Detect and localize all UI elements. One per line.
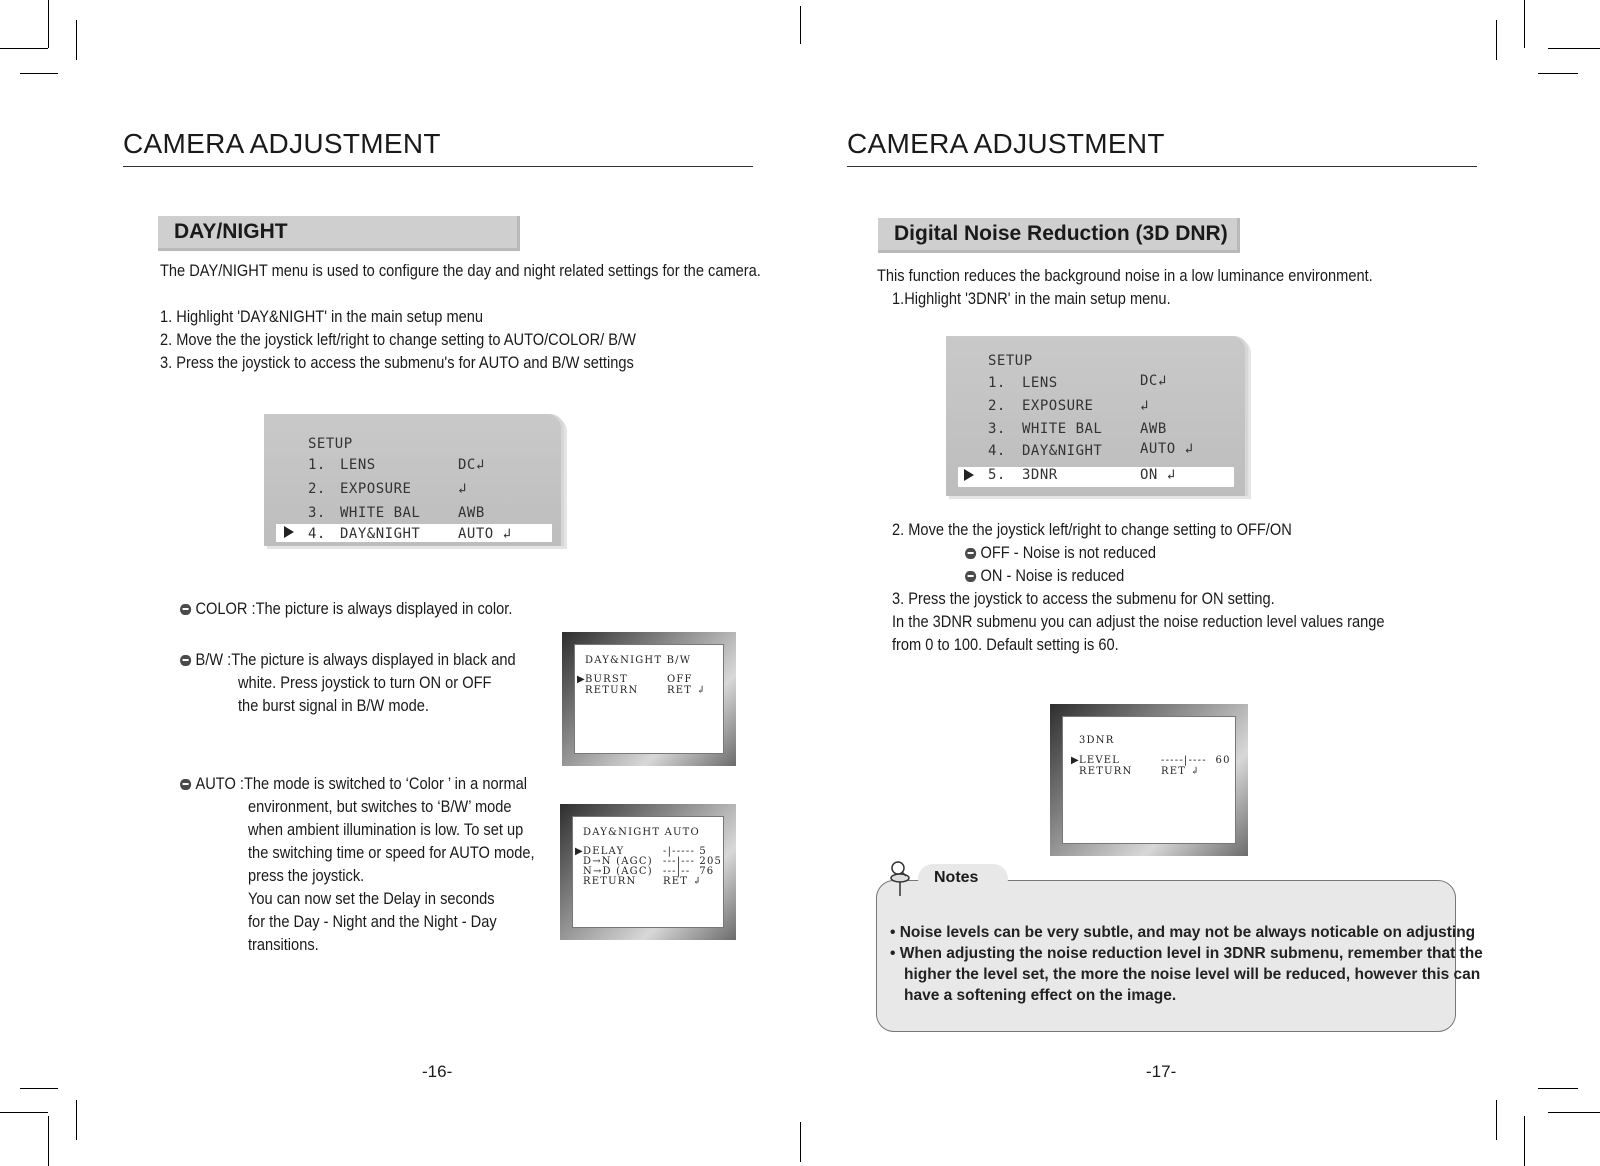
return-icon: ↲ (692, 876, 703, 887)
osd-row-value (458, 526, 512, 542)
return-icon: ↲ (475, 457, 485, 473)
section-title (158, 216, 520, 251)
intro-text: This function reduces the background noise in a low luminance environment. (877, 266, 1373, 285)
option-label: COLOR : (195, 599, 256, 618)
return-icon: ↲ (696, 685, 707, 696)
screen-row-label: RETURN (585, 685, 639, 696)
option-text: when ambient illumination is low. To set up (248, 820, 524, 839)
return-icon: ↲ (1190, 766, 1201, 777)
osd-row-num: 3. (308, 505, 326, 521)
bw-submenu-screen (562, 632, 736, 766)
notes-title: Notes (934, 869, 979, 886)
arrow-bullet-icon (180, 779, 191, 790)
section-title-text: Digital Noise Reduction (3D DNR) (894, 222, 1228, 245)
osd-row-label: DAY&NIGHT (340, 526, 421, 542)
setup-osd-menu (946, 336, 1248, 496)
screen-row-value: OFF (667, 674, 693, 685)
intro-text: The DAY/NIGHT menu is used to configure the day and night related settings for the camera. (160, 261, 761, 280)
off-option (965, 541, 1156, 564)
steps-continued (892, 587, 1385, 656)
screen-row-value: -|----- 5 (663, 846, 707, 857)
notes-list (890, 922, 1483, 1006)
option-text: press the joystick. (248, 866, 365, 885)
option-text: for the Day - Night and the Night - Day (248, 912, 497, 931)
option-label: B/W : (195, 650, 232, 669)
body-text: from 0 to 100. Default setting is 60. (892, 635, 1119, 654)
screen-title: DAY&NIGHT B/W (585, 655, 692, 666)
return-icon: ↲ (502, 526, 512, 542)
osd-row-num: 5. (988, 467, 1006, 483)
osd-row-value (1140, 398, 1149, 414)
option-text: OFF - Noise is not reduced (980, 543, 1156, 562)
osd-row-label: DAY&NIGHT (1022, 443, 1103, 459)
pushpin-icon (884, 858, 918, 898)
setup-osd-menu (264, 414, 564, 546)
osd-value-text: ON (1140, 467, 1158, 483)
option-text: The mode is switched to ‘Color ’ in a normal (243, 774, 528, 793)
osd-title: SETUP (988, 353, 1033, 369)
auto-submenu-screen (560, 804, 736, 940)
screen-row-label: N→D (AGC) (583, 866, 653, 877)
note-item: higher the level set, the more the noise level will be reduced, however this can (904, 966, 1481, 983)
return-icon: ↲ (1184, 441, 1194, 457)
step-item: 3. Press the joystick to access the submenu for ON setting. (892, 589, 1275, 608)
option-text: The picture is always displayed in color. (255, 599, 513, 618)
osd-row-label: EXPOSURE (1022, 398, 1094, 414)
pointer-triangle-icon (964, 469, 974, 485)
osd-value-text: DC (1140, 373, 1158, 389)
osd-title: SETUP (308, 436, 353, 452)
osd-row-num: 2. (988, 398, 1006, 414)
auto-description (248, 795, 535, 956)
bw-description (238, 671, 491, 717)
screen-row-value: ---|-- 76 (663, 866, 715, 877)
return-icon: ↲ (1166, 467, 1176, 483)
step-item: 2. Move the the joystick left/right to change setting to OFF/ON (892, 520, 1292, 539)
screen-row-label: LEVEL (1079, 755, 1121, 766)
osd-row-value: AWB (1140, 421, 1167, 437)
screen-title: 3DNR (1079, 735, 1115, 746)
option-text: The picture is always displayed in black and (231, 650, 516, 669)
pointer-triangle-icon: ▶ (577, 674, 586, 685)
option-text: the switching time or speed for AUTO mode, (248, 843, 535, 862)
osd-row-value (1140, 441, 1194, 457)
option-text: the burst signal in B/W mode. (238, 696, 429, 715)
pointer-triangle-icon: ▶ (575, 846, 584, 857)
screen-value-text: RET (663, 876, 689, 887)
steps-list (892, 518, 1292, 541)
pointer-triangle-icon (284, 526, 294, 542)
osd-row-label: LENS (340, 457, 376, 473)
arrow-bullet-icon (180, 655, 191, 666)
header-rule (123, 166, 753, 167)
screen-value-text: RET (1161, 766, 1187, 777)
osd-row-num: 4. (308, 526, 326, 542)
osd-row-num: 3. (988, 421, 1006, 437)
step-item: 3. Press the joystick to access the submenu's for AUTO and B/W settings (160, 353, 634, 372)
step-item: 1. Highlight 'DAY&NIGHT' in the main setup menu (160, 307, 484, 326)
option-label: AUTO : (195, 774, 244, 793)
screen-row-value: ---|--- 205 (663, 856, 723, 867)
option-text: white. Press joystick to turn ON or OFF (238, 673, 492, 692)
osd-row-label: WHITE BAL (1022, 421, 1103, 437)
osd-row-value (1140, 373, 1167, 389)
screen-row-value: -----|---- 60 (1161, 755, 1231, 766)
osd-row-num: 2. (308, 481, 326, 497)
arrow-bullet-icon (965, 548, 976, 559)
screen-row-value (1161, 766, 1200, 777)
section-title-text: DAY/NIGHT (174, 220, 288, 243)
step-item: 1.Highlight '3DNR' in the main setup menu. (892, 289, 1171, 308)
osd-row-value (458, 457, 485, 473)
color-description (180, 597, 512, 620)
osd-row-num: 4. (988, 443, 1006, 459)
body-text: In the 3DNR submenu you can adjust the noise reduction level values range (892, 612, 1385, 631)
screen-value-text: RET (667, 685, 693, 696)
auto-label-line (180, 772, 527, 795)
option-text: You can now set the Delay in seconds (248, 889, 495, 908)
steps-list (160, 305, 636, 374)
header-rule (847, 166, 1477, 167)
osd-row-num: 1. (308, 457, 326, 473)
screen-row-label: DELAY (583, 846, 625, 857)
screen-row-label: D→N (AGC) (583, 856, 653, 867)
option-text: ON - Noise is reduced (980, 566, 1125, 585)
osd-value-text: AUTO (458, 526, 494, 542)
dnr-submenu-screen (1050, 704, 1248, 856)
osd-row-label: EXPOSURE (340, 481, 412, 497)
osd-row-label: 3DNR (1022, 467, 1058, 483)
osd-row-num: 1. (988, 375, 1006, 391)
pointer-triangle-icon: ▶ (1071, 755, 1080, 766)
arrow-bullet-icon (180, 604, 191, 615)
screen-row-value (663, 876, 702, 887)
option-text: environment, but switches to ‘B/W’ mode (248, 797, 512, 816)
screen-row-label: RETURN (583, 876, 637, 887)
page-number: -17- (1146, 1062, 1177, 1081)
osd-row-value: AWB (458, 505, 485, 521)
page-number: -16- (422, 1062, 453, 1081)
return-icon: ↲ (1140, 398, 1149, 414)
osd-row-label: LENS (1022, 375, 1058, 391)
option-text: transitions. (248, 935, 319, 954)
page-header: CAMERA ADJUSTMENT (123, 128, 441, 159)
note-item: • Noise levels can be very subtle, and may not be always noticable on adjusting (890, 924, 1476, 941)
section-title (878, 218, 1240, 253)
screen-row-label: RETURN (1079, 766, 1133, 777)
screen-row-label: BURST (585, 674, 628, 685)
osd-row-value (1140, 467, 1176, 483)
bw-label-line (180, 648, 516, 671)
return-icon: ↲ (1157, 373, 1167, 389)
osd-row-value (458, 481, 467, 497)
arrow-bullet-icon (965, 571, 976, 582)
osd-value-text: AUTO (1140, 441, 1176, 457)
osd-row-label: WHITE BAL (340, 505, 421, 521)
note-item: • When adjusting the noise reduction level in 3DNR submenu, remember that the (890, 945, 1483, 962)
on-option (965, 564, 1124, 587)
page-header: CAMERA ADJUSTMENT (847, 128, 1165, 159)
step-item: 2. Move the the joystick left/right to change setting to AUTO/COLOR/ B/W (160, 330, 636, 349)
osd-value-text: DC (458, 457, 476, 473)
screen-title: DAY&NIGHT AUTO (583, 827, 700, 838)
return-icon: ↲ (458, 481, 467, 497)
screen-row-value (667, 685, 706, 696)
note-item: have a softening effect on the image. (904, 987, 1177, 1004)
